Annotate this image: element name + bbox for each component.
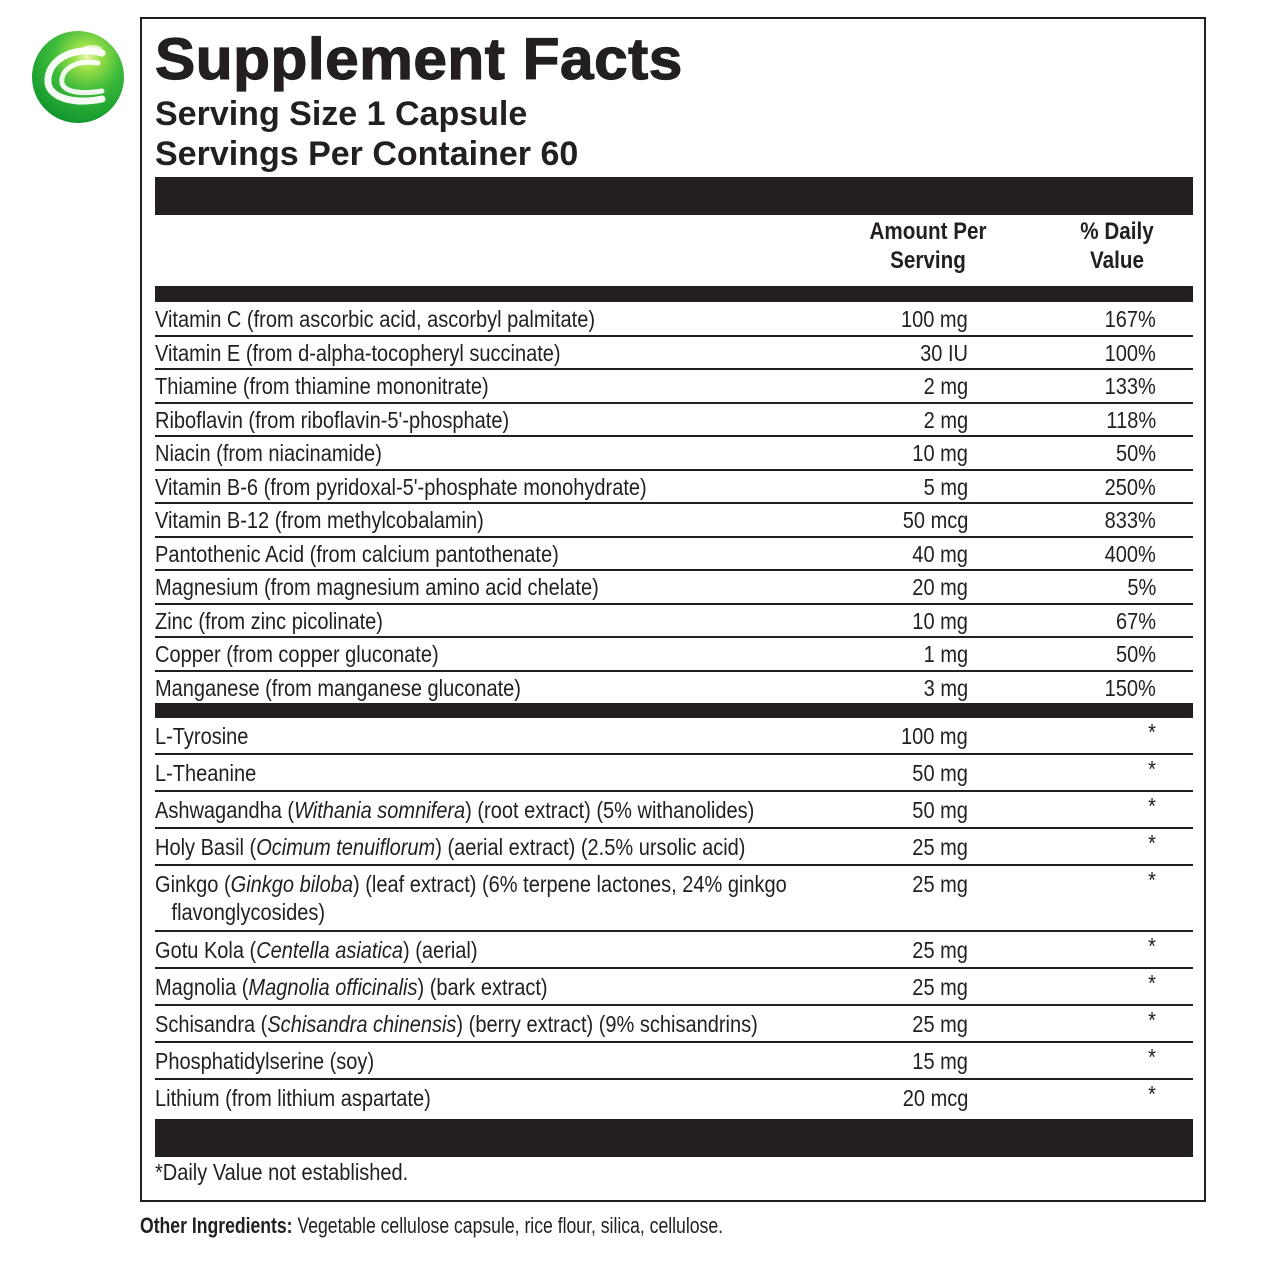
nutrient-row [155, 471, 1193, 505]
nutrient-name: Riboflavin (from riboflavin-5'-phosphate) [155, 406, 510, 433]
nutrient-name: Thiamine (from thiamine mononitrate) [155, 373, 489, 399]
ingredient-name [155, 1084, 431, 1112]
ingredient-name [155, 722, 248, 750]
nutrient-daily-value: 400% [1104, 540, 1156, 567]
daily-value-footnote: *Daily Value not established. [155, 1159, 409, 1185]
ingredient-latin-name: Centella asiatica [256, 936, 404, 963]
ingredient-name-text: Magnolia ( [155, 973, 249, 1000]
nutrient-row [155, 672, 1193, 706]
ingredient-name [155, 796, 754, 824]
panel-title: Supplement Facts [155, 27, 683, 92]
ingredient-name-text: Ginkgo ( [155, 871, 231, 897]
nutrient-daily-value: 67% [1115, 607, 1156, 634]
ingredient-detail-continued: flavonglycosides) [171, 899, 326, 925]
nutrient-daily-value: 100% [1104, 339, 1156, 366]
ingredient-name [155, 870, 787, 926]
nutrient-amount: 10 mg [912, 440, 968, 466]
nutrient-daily-value: 150% [1104, 674, 1156, 701]
ingredient-daily-value: * [1148, 1006, 1156, 1033]
daily-value-header [1053, 217, 1182, 275]
ingredient-detail: ) (aerial extract) (2.5% ursolic acid) [435, 834, 746, 860]
thick-divider-bottom [155, 1119, 1193, 1157]
ingredient-amount: 25 mg [912, 834, 968, 860]
nutrient-daily-value: 5% [1127, 574, 1156, 600]
ingredient-row [155, 718, 1193, 755]
nutrient-amount: 20 mg [912, 574, 968, 600]
ingredient-row [155, 792, 1193, 829]
vitamin-mineral-table [155, 303, 1193, 706]
nutrient-daily-value: 250% [1104, 473, 1156, 500]
ingredient-daily-value: * [1148, 969, 1156, 996]
nutrient-row [155, 404, 1193, 438]
ingredient-latin-name: Magnolia officinalis [248, 973, 418, 1000]
nutrient-amount: 3 mg [923, 674, 968, 701]
ingredient-latin-name: Withania somnifera [294, 797, 466, 823]
other-actives-table [155, 718, 1193, 1115]
ingredient-name [155, 973, 548, 1001]
servings-per-container: Servings Per Container 60 [155, 135, 579, 173]
ingredient-amount: 25 mg [912, 973, 968, 1000]
ingredient-row [155, 1043, 1193, 1080]
nutrient-daily-value: 167% [1104, 306, 1156, 332]
thick-divider-top [155, 177, 1193, 215]
ingredient-name [155, 759, 256, 787]
nutrient-row [155, 437, 1193, 471]
ingredient-name [155, 1047, 374, 1075]
nutrient-row [155, 303, 1193, 337]
ingredient-name [155, 833, 745, 861]
nutrient-daily-value: 133% [1104, 373, 1156, 399]
ingredient-name-text: Lithium (from lithium aspartate) [155, 1084, 431, 1111]
nutrient-daily-value: 118% [1106, 406, 1156, 433]
nutrient-amount: 5 mg [923, 473, 968, 500]
ingredient-name-text: Phosphatidylserine (soy) [155, 1047, 375, 1074]
nutrient-amount: 2 mg [923, 406, 968, 433]
ingredient-row [155, 1080, 1193, 1115]
dv-header-line1: % Daily [1080, 218, 1154, 245]
ingredient-amount: 25 mg [912, 871, 968, 897]
nutrient-row [155, 337, 1193, 371]
nutrient-name: Vitamin E (from d-alpha-tocopheryl succinate) [155, 339, 561, 366]
nutrient-amount: 50 mcg [902, 507, 968, 533]
nutrient-amount: 10 mg [912, 607, 968, 634]
ingredient-amount: 20 mcg [902, 1084, 968, 1111]
ingredient-name [155, 936, 478, 964]
nutrient-amount: 30 IU [920, 339, 968, 366]
ingredient-detail: ) (leaf extract) (6% terpene lactones, 24% ginkgo [353, 871, 787, 897]
nutrient-name: Pantothenic Acid (from calcium pantothenate) [155, 540, 559, 567]
nutrient-daily-value: 50% [1115, 440, 1156, 466]
ingredient-row [155, 1006, 1193, 1043]
nutrient-name: Vitamin C (from ascorbic acid, ascorbyl palmitate) [155, 306, 596, 332]
ingredient-latin-name: Schisandra chinensis [267, 1010, 457, 1037]
nutrient-row [155, 504, 1193, 538]
nutrient-row [155, 638, 1193, 672]
nutrient-daily-value: 50% [1115, 641, 1156, 667]
ingredient-detail: ) (berry extract) (9% schisandrins) [456, 1010, 758, 1037]
ingredient-row [155, 932, 1193, 969]
ingredient-daily-value: * [1148, 719, 1156, 745]
divider-middle [155, 703, 1193, 718]
nutrient-row [155, 538, 1193, 572]
ingredient-name-text: Holy Basil ( [155, 834, 257, 860]
ingredient-amount: 25 mg [912, 1010, 968, 1037]
ingredient-name-text: Schisandra ( [155, 1010, 268, 1037]
other-ingredients [140, 1213, 723, 1239]
ingredient-amount: 15 mg [912, 1047, 968, 1074]
ingredient-detail: ) (aerial) [403, 936, 478, 963]
ingredient-name-text: Gotu Kola ( [155, 936, 257, 963]
ingredient-detail: ) (root extract) (5% withanolides) [465, 797, 755, 823]
nutrient-name: Copper (from copper gluconate) [155, 641, 439, 667]
other-ingredients-label: Other Ingredients: [140, 1213, 293, 1238]
brand-logo-icon [32, 31, 124, 123]
ingredient-name-text: L-Tyrosine [155, 723, 249, 749]
ingredient-daily-value: * [1148, 830, 1156, 856]
supplement-facts-panel [140, 17, 1206, 1202]
nutrient-row [155, 370, 1193, 404]
divider-header [155, 286, 1193, 302]
nutrient-name: Zinc (from zinc picolinate) [155, 607, 383, 634]
ingredient-name-text: L-Theanine [155, 760, 257, 786]
other-ingredients-text: Vegetable cellulose capsule, rice flour, silica, cellulose. [292, 1213, 724, 1238]
ingredient-latin-name: Ocimum tenuiflorum [256, 834, 436, 860]
amount-header-line1: Amount Per [869, 218, 987, 245]
nutrient-name: Magnesium (from magnesium amino acid chelate) [155, 574, 599, 600]
nutrient-row [155, 605, 1193, 639]
ingredient-row [155, 755, 1193, 792]
ingredient-daily-value: * [1148, 1080, 1156, 1107]
ingredient-row [155, 969, 1193, 1006]
nutrient-row [155, 571, 1193, 605]
nutrient-amount: 100 mg [901, 306, 968, 332]
ingredient-name [155, 1010, 758, 1038]
ingredient-row [155, 866, 1193, 932]
ingredient-name-text: Ashwagandha ( [155, 797, 295, 823]
ingredient-detail: ) (bark extract) [417, 973, 548, 1000]
ingredient-amount: 25 mg [912, 936, 968, 963]
ingredient-amount: 100 mg [901, 723, 968, 749]
ingredient-daily-value: * [1148, 1043, 1156, 1070]
serving-size: Serving Size 1 Capsule [155, 95, 528, 133]
amount-header-line2: Serving [890, 247, 966, 274]
ingredient-latin-name: Ginkgo biloba [230, 871, 354, 897]
amount-per-serving-header [854, 217, 1002, 275]
nutrient-amount: 1 mg [923, 641, 968, 667]
dv-header-line2: Value [1090, 247, 1144, 274]
nutrient-name: Vitamin B-6 (from pyridoxal-5'-phosphate monohydrate) [155, 473, 647, 500]
nutrient-amount: 2 mg [923, 373, 968, 399]
ingredient-amount: 50 mg [912, 797, 968, 823]
ingredient-daily-value: * [1148, 756, 1156, 782]
ingredient-row [155, 829, 1193, 866]
nutrient-amount: 40 mg [912, 540, 968, 567]
nutrient-name: Vitamin B-12 (from methylcobalamin) [155, 507, 484, 533]
ingredient-daily-value: * [1148, 867, 1156, 893]
ingredient-amount: 50 mg [912, 760, 968, 786]
ingredient-daily-value: * [1148, 932, 1156, 959]
ingredient-daily-value: * [1148, 793, 1156, 819]
nutrient-name: Niacin (from niacinamide) [155, 440, 382, 466]
nutrient-daily-value: 833% [1104, 507, 1156, 533]
nutrient-name: Manganese (from manganese gluconate) [155, 674, 521, 701]
